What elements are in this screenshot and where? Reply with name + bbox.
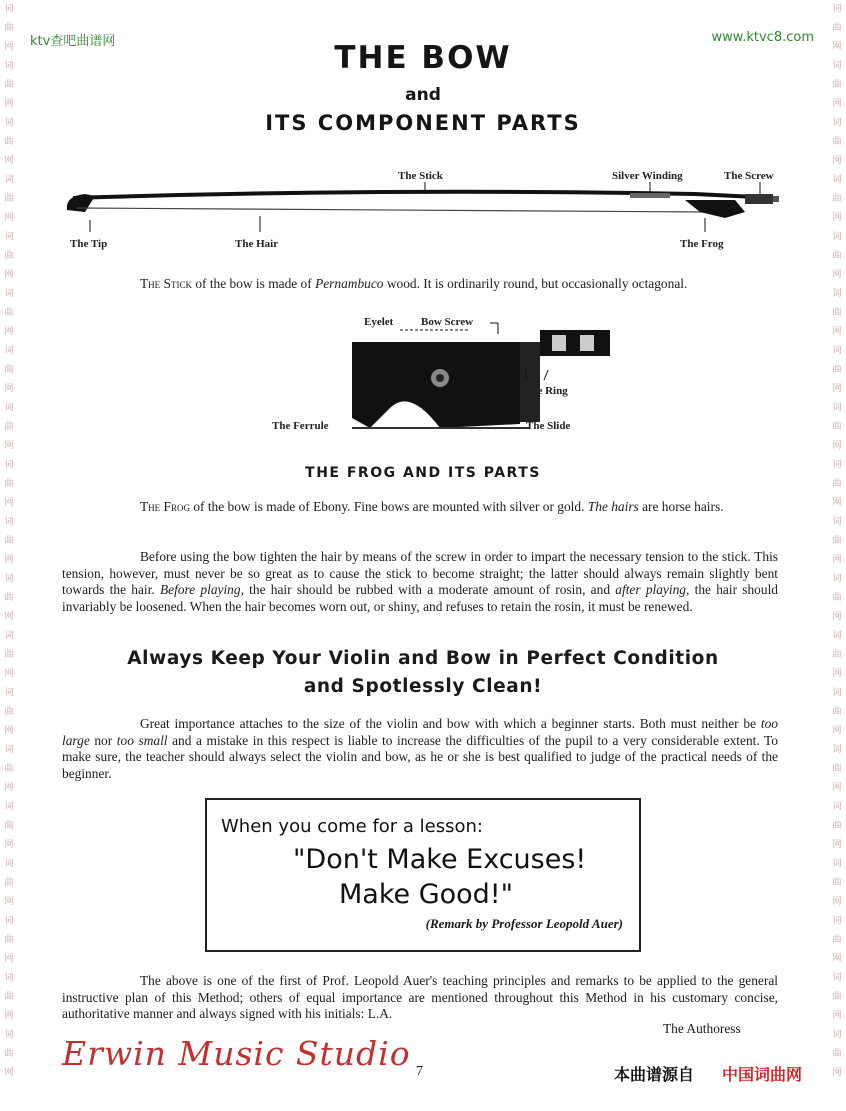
- side-watermark-char: 词: [4, 574, 14, 584]
- side-watermark-char: 网: [4, 555, 14, 565]
- side-watermark-char: 词: [4, 175, 14, 185]
- condition-heading-line2: and Spotlessly Clean!: [303, 676, 543, 697]
- side-watermark-char: 网: [832, 441, 842, 451]
- side-watermark-char: 词: [832, 859, 842, 869]
- side-watermark-char: 网: [4, 42, 14, 52]
- label-silver-winding: Silver Winding: [612, 170, 683, 182]
- side-watermark-char: 曲: [832, 80, 842, 90]
- side-watermark-char: 网: [4, 1068, 14, 1078]
- side-watermark-char: 曲: [832, 707, 842, 717]
- side-watermark-char: 网: [4, 327, 14, 337]
- side-watermark-char: 曲: [4, 707, 14, 717]
- watermark-source-label: 本曲谱源自: [614, 1065, 695, 1084]
- label-the-stick: The Stick: [398, 170, 443, 182]
- side-watermark-char: 词: [4, 118, 14, 128]
- paragraph-size: Great importance attaches to the size of the violin and bow with which a beginner starts. Both must neither be too large nor too small and a mistake in this respect is liable to increase the difficulties of the pupil to a very considerable extent. To make sure, the teacher should always select the violin and bow, as he or she is best qualified to judge of the practical needs of the beginner.: [62, 716, 778, 781]
- side-watermark-char: 词: [4, 4, 14, 14]
- side-watermark-char: 曲: [4, 764, 14, 774]
- side-watermark-char: 曲: [4, 1049, 14, 1059]
- side-watermark-char: 曲: [4, 80, 14, 90]
- side-watermark-char: 曲: [4, 992, 14, 1002]
- side-watermark-char: 曲: [4, 878, 14, 888]
- side-watermark-char: 网: [832, 498, 842, 508]
- side-watermark-char: 词: [4, 346, 14, 356]
- side-watermark-char: 网: [832, 783, 842, 793]
- paragraph-tighten: Before using the bow tighten the hair by means of the screw in order to impart the necessary tension to the stick. This tension, however, must never be so great as to cause the stick to become straight; the latter should always remain slightly bent towards the hair. Before playing, the hair should be rubbed with a moderate amount of rosin, and after playing, the hair should invariably be loosened. When the hair becomes worn out, or shiny, and refuses to retain the rosin, it must be renewed.: [62, 549, 778, 614]
- paragraph-frog: The Frog of the bow is made of Ebony. Fine bows are mounted with silver or gold. The hairs are horse hairs.: [140, 499, 724, 514]
- watermark-top-right: www.ktvc8.com: [711, 30, 814, 45]
- side-watermark-char: 词: [832, 232, 842, 242]
- pernambuco-text: Pernambuco: [315, 276, 384, 291]
- side-watermark-char: 网: [832, 270, 842, 280]
- paragraph-final: The above is one of the first of Prof. Leopold Auer's teaching principles and remarks to be applied to the general instructive plan of this Method; others of equal importance are mentioned throughout this Method in his customary concise, authoritative manner and always signed with his initials: L.A.: [62, 973, 778, 1022]
- side-watermark-char: 词: [832, 1030, 842, 1040]
- side-watermark-char: 曲: [832, 935, 842, 945]
- side-watermark-char: 词: [832, 802, 842, 812]
- side-watermark-char: 词: [832, 4, 842, 14]
- side-watermark-char: 网: [4, 783, 14, 793]
- side-watermark-char: 网: [4, 726, 14, 736]
- side-watermark-char: 网: [832, 897, 842, 907]
- side-watermark-char: 网: [832, 840, 842, 850]
- side-watermark-char: 曲: [4, 251, 14, 261]
- side-watermark-char: 曲: [832, 650, 842, 660]
- side-watermark-char: 词: [4, 61, 14, 71]
- side-watermark-char: 网: [832, 612, 842, 622]
- page-title: THE BOW: [334, 40, 512, 76]
- side-watermark-char: 网: [4, 441, 14, 451]
- side-watermark-char: 曲: [832, 593, 842, 603]
- watermark-site-name: 中国词曲网: [722, 1065, 803, 1084]
- side-watermark-char: 网: [4, 954, 14, 964]
- side-watermark-char: 网: [4, 156, 14, 166]
- side-watermark-char: 网: [832, 327, 842, 337]
- side-watermark-char: 曲: [832, 764, 842, 774]
- side-watermark-char: 网: [4, 213, 14, 223]
- page-number: 7: [416, 1064, 423, 1079]
- side-watermark-char: 网: [832, 555, 842, 565]
- side-watermark-char: 曲: [4, 935, 14, 945]
- side-watermark-char: 曲: [832, 23, 842, 33]
- side-watermark-char: 词: [832, 289, 842, 299]
- quote-intro: When you come for a lesson:: [221, 816, 483, 837]
- label-eyelet: Eyelet: [364, 316, 394, 328]
- side-watermark-char: 词: [4, 460, 14, 470]
- side-watermark-char: 网: [832, 726, 842, 736]
- side-watermark-char: 曲: [832, 422, 842, 432]
- side-watermark-char: 词: [832, 403, 842, 413]
- left-watermark-column: [2, 0, 16, 1111]
- side-watermark-char: 网: [832, 384, 842, 394]
- side-watermark-char: 曲: [4, 23, 14, 33]
- condition-heading-line1: Always Keep Your Violin and Bow in Perfect Condition: [127, 648, 719, 669]
- label-the-ferrule: The Ferrule: [272, 420, 329, 432]
- side-watermark-char: 曲: [832, 365, 842, 375]
- side-watermark-char: 网: [832, 1011, 842, 1021]
- side-watermark-char: 词: [4, 859, 14, 869]
- side-watermark-char: 网: [832, 1068, 842, 1078]
- side-watermark-char: 曲: [4, 593, 14, 603]
- page-subtitle: ITS COMPONENT PARTS: [265, 111, 581, 135]
- side-watermark-char: 网: [4, 498, 14, 508]
- side-watermark-char: 词: [4, 1030, 14, 1040]
- side-watermark-char: 词: [4, 802, 14, 812]
- frog-heading: THE FROG AND ITS PARTS: [305, 465, 541, 481]
- side-watermark-char: 曲: [832, 878, 842, 888]
- side-watermark-char: 曲: [832, 308, 842, 318]
- label-the-hair: The Hair: [235, 238, 279, 250]
- side-watermark-char: 词: [4, 289, 14, 299]
- paragraph-stick: The Stick of the bow is made of Pernambuco wood. It is ordinarily round, but occasionally octagonal.: [140, 276, 688, 291]
- right-watermark-column: [830, 0, 844, 1111]
- title-and: and: [405, 85, 441, 105]
- quote-line-excuses: "Don't Make Excuses!: [293, 844, 587, 875]
- quote-remark: (Remark by Professor Leopold Auer): [425, 916, 623, 931]
- side-watermark-char: 词: [4, 517, 14, 527]
- side-watermark-char: 曲: [4, 137, 14, 147]
- side-watermark-char: 词: [832, 517, 842, 527]
- side-watermark-char: 曲: [4, 650, 14, 660]
- side-watermark-char: 词: [832, 460, 842, 470]
- side-watermark-char: 词: [832, 745, 842, 755]
- label-the-ring: The Ring: [524, 385, 568, 397]
- label-the-frog: The Frog: [680, 238, 724, 250]
- side-watermark-char: 曲: [832, 536, 842, 546]
- side-watermark-char: 网: [4, 99, 14, 109]
- side-watermark-char: 曲: [832, 1049, 842, 1059]
- side-watermark-char: 词: [832, 574, 842, 584]
- side-watermark-char: 网: [832, 213, 842, 223]
- side-watermark-char: 词: [832, 175, 842, 185]
- side-watermark-char: 网: [4, 897, 14, 907]
- side-watermark-char: 词: [4, 973, 14, 983]
- frog-illustration: [330, 318, 620, 448]
- side-watermark-char: 曲: [4, 308, 14, 318]
- side-watermark-char: 网: [4, 270, 14, 280]
- label-the-tip: The Tip: [70, 238, 108, 250]
- side-watermark-char: 曲: [4, 365, 14, 375]
- side-watermark-char: 词: [832, 916, 842, 926]
- watermark-top-left: ktv查吧曲谱网: [30, 34, 116, 49]
- side-watermark-char: 网: [4, 612, 14, 622]
- side-watermark-char: 词: [832, 631, 842, 641]
- side-watermark-char: 词: [4, 916, 14, 926]
- side-watermark-char: 曲: [832, 251, 842, 261]
- side-watermark-char: 网: [4, 840, 14, 850]
- side-watermark-char: 词: [4, 688, 14, 698]
- side-watermark-char: 曲: [832, 821, 842, 831]
- lead-the-stick: The Stick: [140, 276, 192, 291]
- label-bow-screw: Bow Screw: [421, 316, 474, 328]
- signature-authoress: The Authoress: [663, 1021, 741, 1036]
- side-watermark-char: 曲: [4, 536, 14, 546]
- side-watermark-char: 曲: [832, 194, 842, 204]
- label-the-screw: The Screw: [724, 170, 774, 182]
- quote-box: [205, 798, 641, 952]
- studio-watermark: Erwin Music Studio: [62, 1034, 411, 1073]
- side-watermark-char: 曲: [4, 194, 14, 204]
- label-the-slide: The Slide: [526, 420, 571, 432]
- side-watermark-char: 词: [4, 631, 14, 641]
- side-watermark-char: 网: [832, 954, 842, 964]
- side-watermark-char: 词: [832, 61, 842, 71]
- side-watermark-char: 曲: [832, 479, 842, 489]
- side-watermark-char: 词: [4, 232, 14, 242]
- side-watermark-char: 网: [4, 669, 14, 679]
- quote-line-make-good: Make Good!": [339, 879, 514, 910]
- side-watermark-char: 词: [832, 688, 842, 698]
- side-watermark-char: 词: [832, 973, 842, 983]
- side-watermark-char: 曲: [4, 479, 14, 489]
- side-watermark-char: 网: [832, 156, 842, 166]
- side-watermark-char: 词: [4, 745, 14, 755]
- side-watermark-char: 曲: [4, 821, 14, 831]
- side-watermark-char: 词: [832, 118, 842, 128]
- side-watermark-char: 曲: [832, 137, 842, 147]
- side-watermark-char: 网: [832, 42, 842, 52]
- side-watermark-char: 网: [832, 669, 842, 679]
- side-watermark-char: 网: [832, 99, 842, 109]
- side-watermark-char: 网: [4, 1011, 14, 1021]
- side-watermark-char: 网: [4, 384, 14, 394]
- side-watermark-char: 词: [4, 403, 14, 413]
- side-watermark-char: 曲: [4, 422, 14, 432]
- side-watermark-char: 词: [832, 346, 842, 356]
- side-watermark-char: 曲: [832, 992, 842, 1002]
